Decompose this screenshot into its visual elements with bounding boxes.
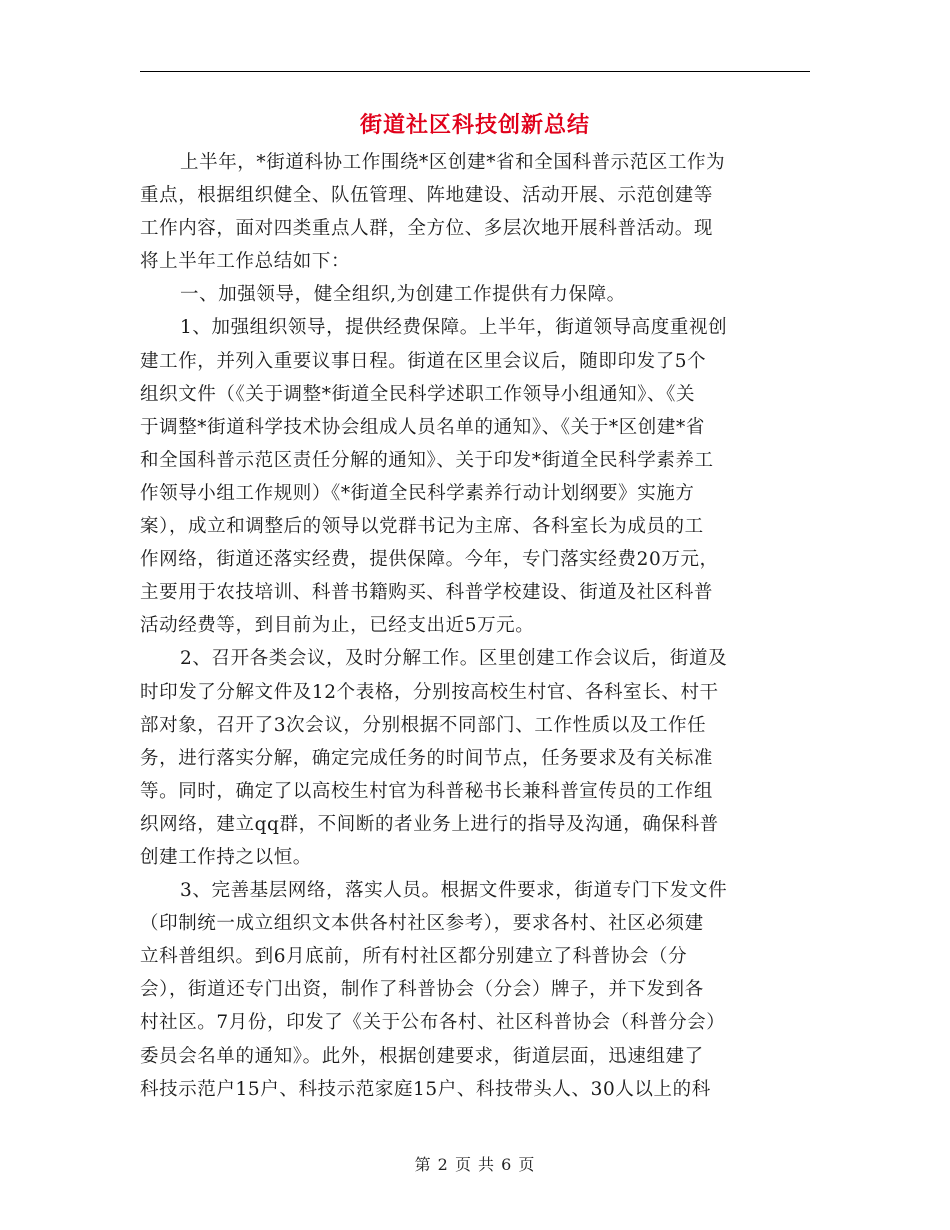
text-line: 作领导小组工作规则）《*街道全民科学素养行动计划纲要》实施方	[140, 482, 695, 504]
text-line: （印制统一成立组织文本供各村社区参考），要求各村、社区必须建	[140, 913, 704, 935]
text-line: 案），成立和调整后的领导以党群书记为主席、各科室长为成员的工	[140, 516, 704, 538]
text-line: 委员会名单的通知》。此外，根据创建要求，街道层面，迅速组建了	[140, 1045, 704, 1067]
text-line: 部对象，召开了3次会议，分别根据不同部门、工作性质以及工作任	[140, 714, 707, 736]
text-line: 活动经费等，到目前为止，已经支出近5万元。	[140, 615, 535, 637]
text-line: 会），街道还专门出资，制作了科普协会（分会）牌子，并下发到各	[140, 979, 704, 1001]
text-line: 村社区。7月份，印发了《关于公布各村、社区科普协会（科普分会）	[140, 1012, 726, 1034]
text-line: 将上半年工作总结如下：	[140, 251, 351, 273]
text-line: 织网络，建立qq群，不间断的者业务上进行的指导及沟通，确保科普	[140, 813, 719, 835]
text-line: 创建工作持之以恒。	[140, 846, 312, 868]
header-rule	[140, 71, 810, 72]
text-line: 3、完善基层网络，落实人员。根据文件要求，街道专门下发文件	[180, 880, 728, 902]
text-line: 等。同时，确定了以高校生村官为科普秘书长兼科普宣传员的工作组	[140, 780, 714, 802]
text-line: 和全国科普示范区责任分解的通知》、关于印发*街道全民科学素养工	[140, 449, 714, 471]
text-line: 作网络，街道还落实经费，提供保障。今年，专门落实经费20万元，	[140, 549, 719, 571]
text-line: 务，进行落实分解，确定完成任务的时间节点，任务要求及有关标准	[140, 747, 714, 769]
text-line: 上半年，*街道科协工作围绕*区创建*省和全国科普示范区工作为	[180, 152, 726, 173]
text-line: 立科普组织。到6月底前，所有村社区都分别建立了科普协会（分	[140, 946, 688, 968]
text-line: 组织文件（《关于调整*街道全民科学述职工作领导小组通知》、《关	[140, 383, 696, 405]
document-body	[140, 146, 810, 1106]
page-footer: 第 2 页 共 6 页	[414, 1155, 536, 1174]
text-line: 重点，根据组织健全、队伍管理、阵地建设、活动开展、示范创建等	[140, 185, 714, 207]
document-title: 街道社区科技创新总结	[359, 113, 590, 138]
text-line: 主要用于农技培训、科普书籍购买、科普学校建设、街道及社区科普	[140, 582, 714, 604]
text-line: 时印发了分解文件及12个表格，分别按高校生村官、各科室长、村干	[140, 681, 719, 703]
text-line: 工作内容，面对四类重点人群，全方位、多层次地开展科普活动。现	[140, 218, 714, 240]
text-line: 于调整*街道科学技术协会组成人员名单的通知》、《关于*区创建*省	[140, 416, 705, 438]
text-line: 1、加强组织领导，提供经费保障。上半年，街道领导高度重视创	[180, 317, 728, 339]
section-heading: 一、加强领导，健全组织,为创建工作提供有力保障。	[180, 284, 626, 306]
text-line: 科技示范户15户、科技示范家庭15户、科技带头人、30人以上的科	[140, 1078, 711, 1100]
text-line: 建工作，并列入重要议事日程。街道在区里会议后，随即印发了5个	[140, 350, 707, 372]
text-line: 2、召开各类会议，及时分解工作。区里创建工作会议后，街道及	[180, 648, 728, 670]
